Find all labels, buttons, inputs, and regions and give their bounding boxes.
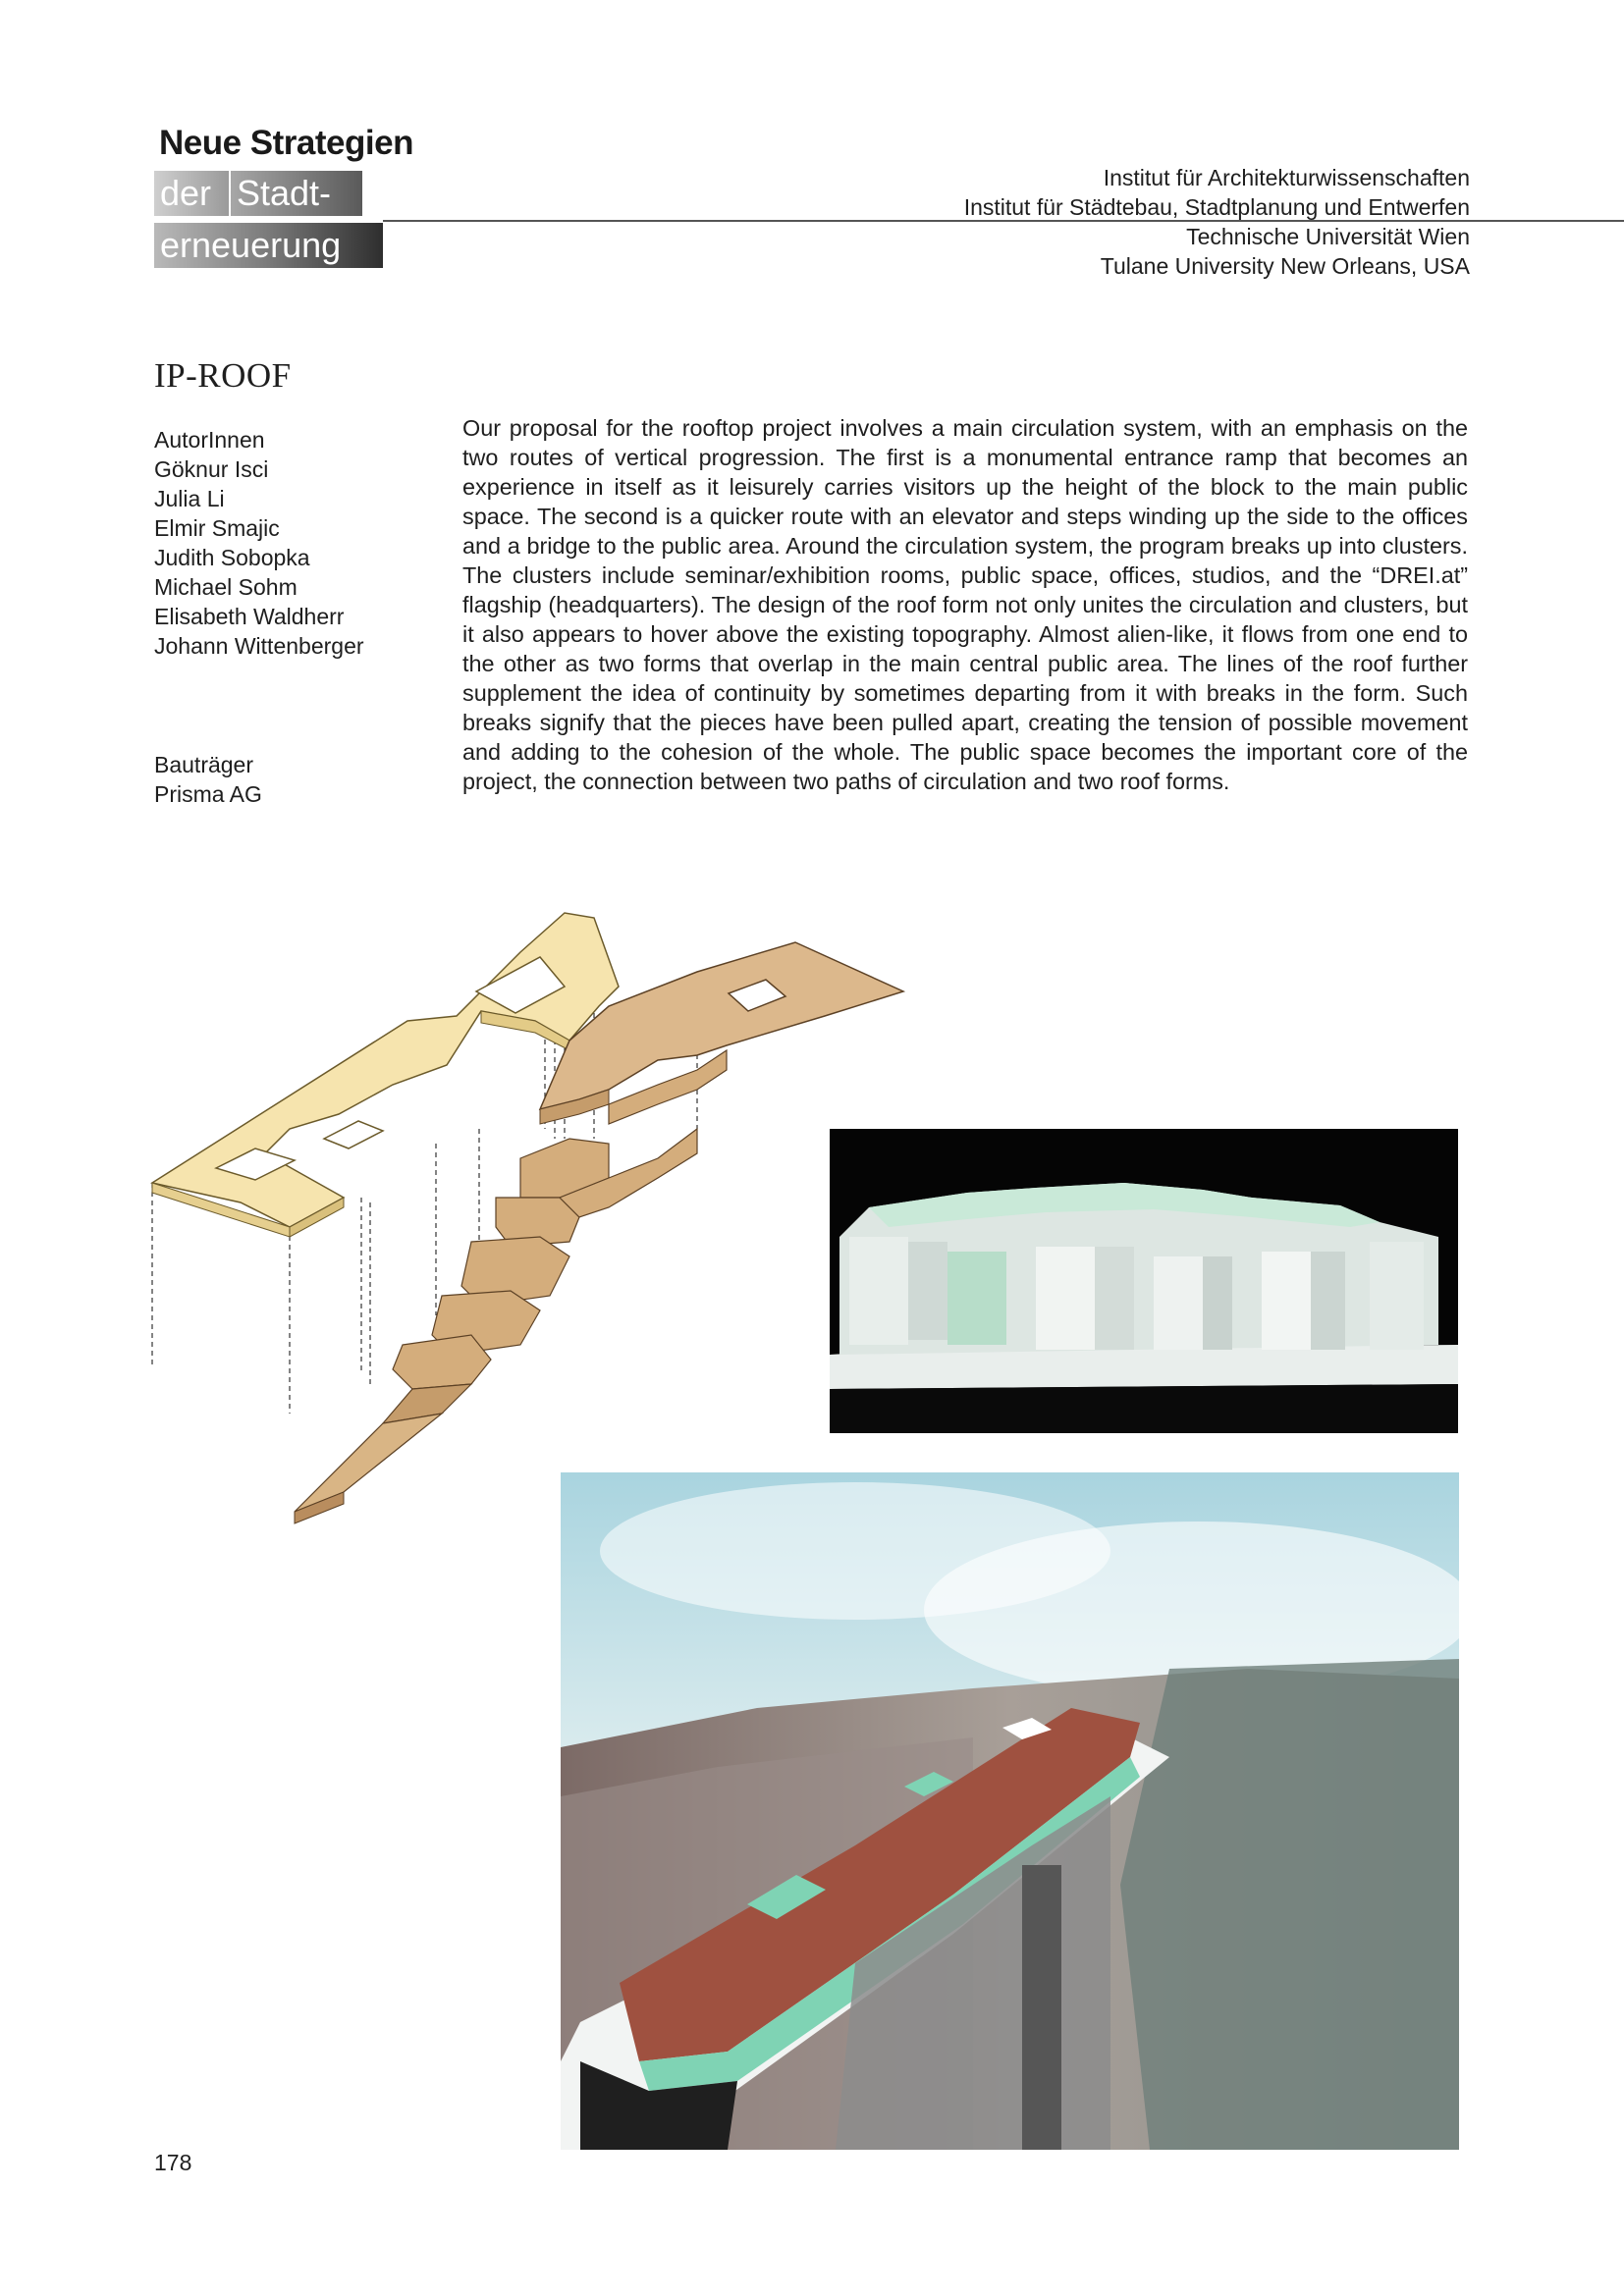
project-description: Our proposal for the rooftop project involves a main circulation system, with an emphasis on the two routes of vertical progression. The first is a monumental entrance ramp that becomes an experience in itself as it leisurely carries visitors up the height of the block to the main public space. The second is a quicker route with an elevator and steps winding up the side to the offices and a bridge to the public area. Around the circulation system, the program breaks up into clusters. The clusters include seminar/exhibition rooms, public space, offices, studios, and the “DREI.at” flagship (headquarters). The design of the roof form not only unites the circulation and clusters, but it also appears to hover above the existing topography. Almost alien-like, it flows from one end to the other as two forms that overlap in the main central public area. The lines of the roof further supplement the idea of continuity by sometimes departing from it with breaks in the form. Such breaks signify that the pieces have been pulled apart, creating the tension of possible movement and adding to the cohesion of the whole. The public space becomes the important core of the project, the connection between two paths of circulation and two roof forms.	[462, 415, 1468, 794]
institute-list	[964, 163, 1470, 281]
city-rendering-image	[561, 1472, 1459, 2150]
institute-line: Institut für Städtebau, Stadtplanung und Entwerfen	[963, 194, 1470, 220]
author-name: Elmir Smajic	[154, 515, 280, 541]
author-name: Göknur Isci	[154, 456, 269, 482]
institute-line: Tulane University New Orleans, USA	[1100, 253, 1470, 279]
axonometric-roof-diagram	[147, 903, 923, 1541]
builder-label: Bauträger	[154, 752, 254, 777]
authors-block	[154, 425, 364, 661]
author-name: Judith Sobopka	[154, 545, 310, 570]
model-photo	[830, 1129, 1458, 1433]
authors-label: AutorInnen	[154, 427, 265, 453]
model-photo-image	[830, 1129, 1458, 1433]
logo-erneuerung: erneuerung	[154, 223, 383, 268]
author-name: Michael Sohm	[154, 574, 298, 600]
builder-name: Prisma AG	[154, 781, 262, 807]
author-name: Elisabeth Waldherr	[154, 604, 345, 629]
page-number: 178	[154, 2150, 192, 2175]
author-name: Johann Wittenberger	[154, 633, 364, 659]
logo-der: der	[154, 171, 229, 216]
logo-stadt: Stadt-	[231, 171, 362, 216]
logo-title-line: Neue Strategien	[159, 124, 413, 162]
institute-line: Technische Universität Wien	[1186, 224, 1470, 249]
builder-block	[154, 750, 262, 809]
project-title: IP-ROOF	[154, 356, 292, 395]
author-name: Julia Li	[154, 486, 225, 511]
city-rendering-photo	[561, 1472, 1459, 2150]
institute-line: Institut für Architekturwissenschaften	[1103, 165, 1470, 190]
